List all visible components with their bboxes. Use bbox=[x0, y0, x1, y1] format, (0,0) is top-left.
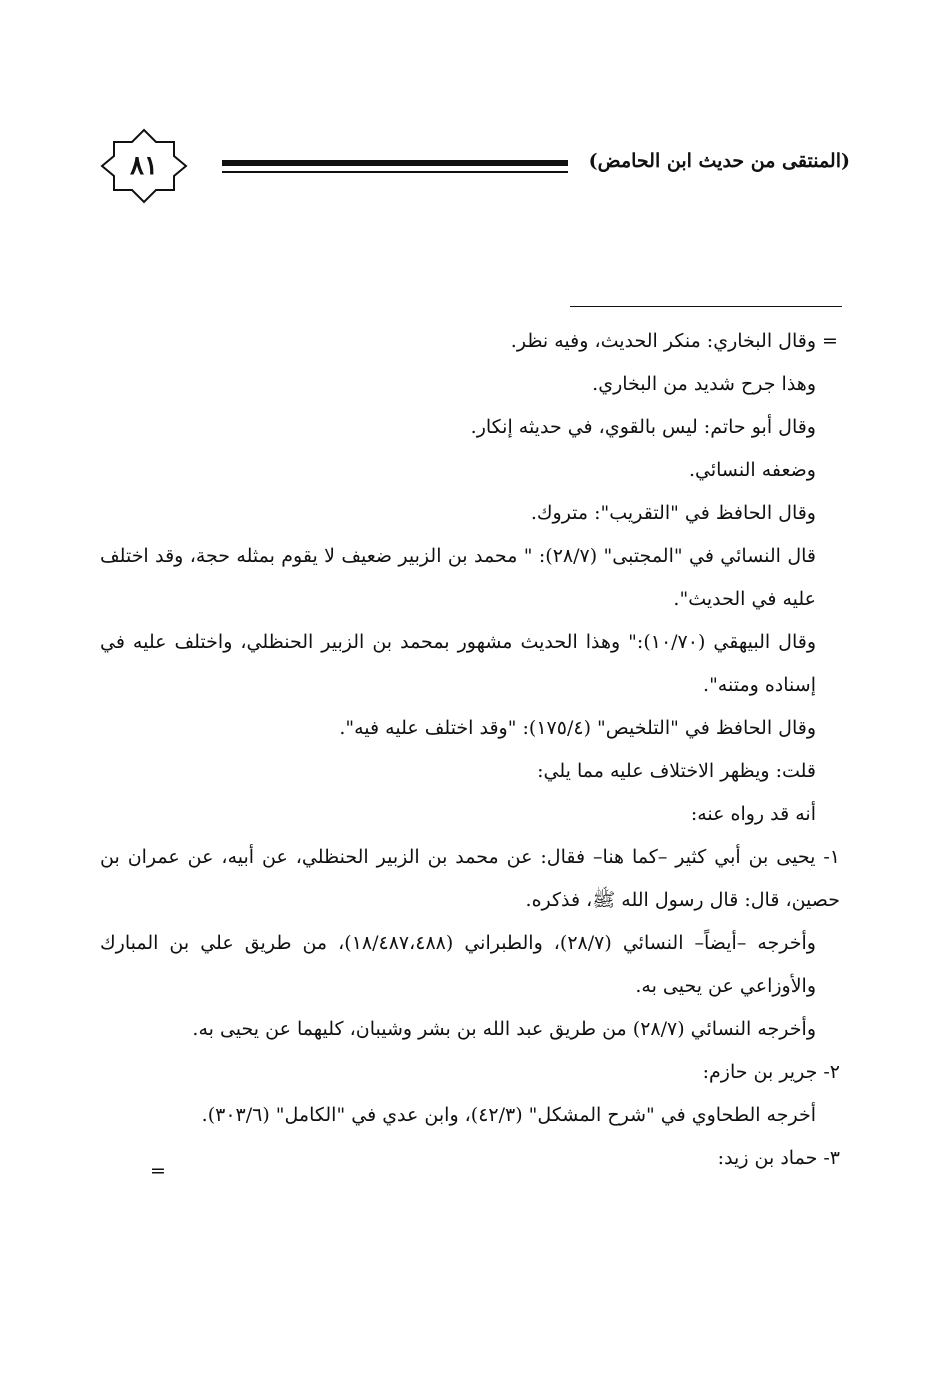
text-line: ٣- حماد بن زيد: bbox=[717, 1147, 840, 1169]
text-line: وأخرجه النسائي (٢٨/٧) من طريق عبد الله بن بشر وشيبان، كليهما عن يحيى به. bbox=[192, 1018, 816, 1040]
running-title: (المنتقى من حديث ابن الحامض) bbox=[588, 150, 850, 172]
text-line: وقال أبو حاتم: ليس بالقوي، في حديثه إنكار. bbox=[470, 416, 816, 438]
text-line: أخرجه الطحاوي في "شرح المشكل" (٤٢/٣)، وابن عدي في "الكامل" (٣٠٣/٦). bbox=[201, 1104, 816, 1126]
text-line: وقال البخاري: منكر الحديث، وفيه نظر. bbox=[510, 330, 816, 352]
continuation-marker-bottom: = bbox=[150, 1160, 166, 1182]
text-line: وأخرجه –أيضاً– النسائي (٢٨/٧)، والطبراني (١٨/٤٨٧،٤٨٨)، من طريق علي بن المبارك والأوزاعي عن يحيى به. bbox=[100, 932, 816, 997]
page-number-badge bbox=[100, 128, 188, 204]
continuation-marker-top: = bbox=[822, 330, 838, 352]
header-rule-thick bbox=[222, 160, 568, 166]
text-line: وهذا جرح شديد من البخاري. bbox=[592, 373, 816, 395]
page-header bbox=[90, 128, 850, 208]
footnote-rule bbox=[570, 306, 842, 307]
text-line: وقال البيهقي (١٠/٧٠):" وهذا الحديث مشهور بمحمد بن الزبير الحنظلي، واختلف عليه في إسناده ومتنه". bbox=[100, 631, 816, 696]
text-line: وقال الحافظ في "التلخيص" (١٧٥/٤): "وقد اختلف عليه فيه". bbox=[339, 717, 816, 739]
text-line: قلت: ويظهر الاختلاف عليه مما يلي: bbox=[537, 760, 816, 782]
text-line: ١- يحيى بن أبي كثير –كما هنا– فقال: عن محمد بن الزبير الحنظلي، عن أبيه، عن عمران بن حصين، قال: قال رسول الله ﷺ، فذكره. bbox=[100, 846, 840, 911]
text-line: قال النسائي في "المجتبى" (٢٨/٧): " محمد بن الزبير ضعيف لا يقوم بمثله حجة، وقد اختلف عليه في الحديث". bbox=[100, 545, 816, 610]
text-line: أنه قد رواه عنه: bbox=[690, 803, 816, 825]
text-line: وضعفه النسائي. bbox=[688, 459, 816, 481]
text-line: وقال الحافظ في "التقريب": متروك. bbox=[530, 502, 816, 524]
header-rule-thin bbox=[222, 171, 568, 173]
text-line: ٢- جرير بن حازم: bbox=[702, 1061, 840, 1083]
footnote-text bbox=[100, 320, 840, 1180]
page-number: ٨١ bbox=[130, 151, 158, 181]
